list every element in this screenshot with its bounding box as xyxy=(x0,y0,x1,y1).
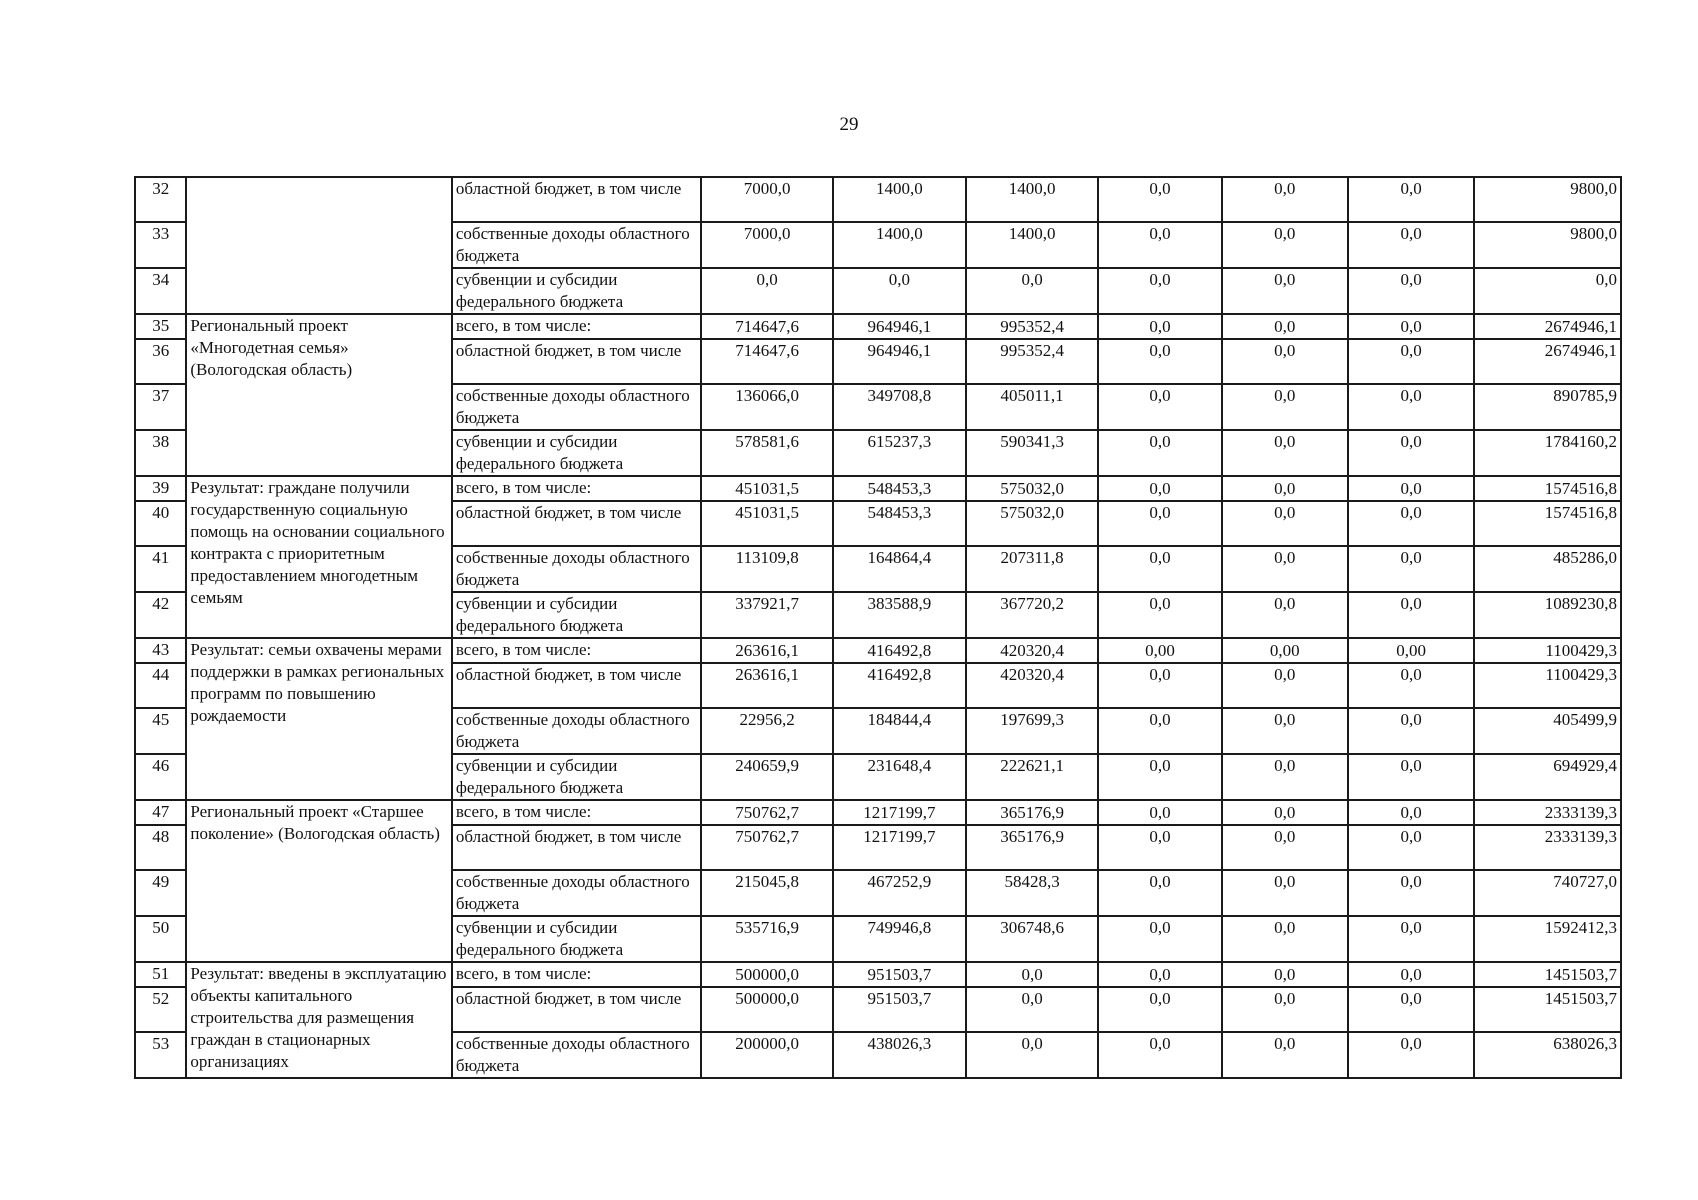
total-amount: 9800,0 xyxy=(1474,177,1621,222)
year-amount: 1217199,7 xyxy=(833,825,966,870)
year-amount: 0,0 xyxy=(1098,222,1221,268)
page-number: 29 xyxy=(839,114,859,135)
project-description: Результат: граждане получили государственную социальную помощь на основании социального контракта с приоритетным предоставлением многодетным семьям xyxy=(186,476,452,638)
total-amount: 1100429,3 xyxy=(1474,638,1621,663)
row-number: 49 xyxy=(135,870,186,916)
year-amount: 0,0 xyxy=(1348,870,1474,916)
year-amount: 416492,8 xyxy=(833,638,966,663)
year-amount: 578581,6 xyxy=(701,430,833,476)
year-amount: 367720,2 xyxy=(966,592,1099,638)
year-amount: 500000,0 xyxy=(701,987,833,1032)
year-amount: 1400,0 xyxy=(966,177,1099,222)
table-row xyxy=(135,638,1621,663)
year-amount: 365176,9 xyxy=(966,825,1099,870)
project-description: Результат: введены в эксплуатацию объекты капитального строительства для размещения граждан в стационарных организациях xyxy=(186,962,452,1078)
year-amount: 0,0 xyxy=(701,268,833,314)
year-amount: 0,0 xyxy=(1348,546,1474,592)
funding-source: субвенции и субсидии федерального бюджета xyxy=(452,592,701,638)
funding-source: всего, в том числе: xyxy=(452,476,701,501)
year-amount: 451031,5 xyxy=(701,501,833,546)
total-amount: 638026,3 xyxy=(1474,1032,1621,1078)
row-number: 52 xyxy=(135,987,186,1032)
year-amount: 0,0 xyxy=(833,268,966,314)
year-amount: 0,0 xyxy=(1222,546,1348,592)
year-amount: 0,0 xyxy=(1222,987,1348,1032)
year-amount: 0,0 xyxy=(1098,177,1221,222)
row-number: 42 xyxy=(135,592,186,638)
total-amount: 1451503,7 xyxy=(1474,962,1621,987)
row-number: 39 xyxy=(135,476,186,501)
total-amount: 9800,0 xyxy=(1474,222,1621,268)
year-amount: 0,0 xyxy=(1222,314,1348,339)
year-amount: 0,0 xyxy=(1098,501,1221,546)
year-amount: 0,0 xyxy=(1098,825,1221,870)
year-amount: 197699,3 xyxy=(966,708,1099,754)
table-row xyxy=(135,177,1621,222)
year-amount: 615237,3 xyxy=(833,430,966,476)
year-amount: 590341,3 xyxy=(966,430,1099,476)
year-amount: 995352,4 xyxy=(966,314,1099,339)
year-amount: 405011,1 xyxy=(966,384,1099,430)
year-amount: 0,0 xyxy=(1348,754,1474,800)
year-amount: 0,0 xyxy=(1222,962,1348,987)
year-amount: 0,0 xyxy=(1222,177,1348,222)
year-amount: 136066,0 xyxy=(701,384,833,430)
year-amount: 548453,3 xyxy=(833,476,966,501)
year-amount: 1400,0 xyxy=(833,177,966,222)
year-amount: 306748,6 xyxy=(966,916,1099,962)
year-amount: 222621,1 xyxy=(966,754,1099,800)
year-amount: 0,0 xyxy=(966,268,1099,314)
year-amount: 420320,4 xyxy=(966,638,1099,663)
year-amount: 749946,8 xyxy=(833,916,966,962)
year-amount: 951503,7 xyxy=(833,987,966,1032)
total-amount: 2333139,3 xyxy=(1474,800,1621,825)
year-amount: 467252,9 xyxy=(833,870,966,916)
year-amount: 420320,4 xyxy=(966,663,1099,708)
year-amount: 451031,5 xyxy=(701,476,833,501)
year-amount: 416492,8 xyxy=(833,663,966,708)
year-amount: 0,0 xyxy=(1348,314,1474,339)
row-number: 36 xyxy=(135,339,186,384)
row-number: 53 xyxy=(135,1032,186,1078)
year-amount: 0,0 xyxy=(966,1032,1099,1078)
year-amount: 0,00 xyxy=(1348,638,1474,663)
year-amount: 207311,8 xyxy=(966,546,1099,592)
funding-source: собственные доходы областного бюджета xyxy=(452,384,701,430)
year-amount: 0,0 xyxy=(1348,339,1474,384)
project-description: Результат: семьи охвачены мерами поддержки в рамках региональных программ по повышению рождаемости xyxy=(186,638,452,800)
funding-source: всего, в том числе: xyxy=(452,800,701,825)
total-amount: 1451503,7 xyxy=(1474,987,1621,1032)
year-amount: 0,0 xyxy=(1348,800,1474,825)
year-amount: 0,0 xyxy=(1098,708,1221,754)
year-amount: 0,0 xyxy=(1348,1032,1474,1078)
year-amount: 0,0 xyxy=(1222,1032,1348,1078)
row-number: 34 xyxy=(135,268,186,314)
total-amount: 2674946,1 xyxy=(1474,339,1621,384)
year-amount: 0,0 xyxy=(1348,268,1474,314)
year-amount: 1217199,7 xyxy=(833,800,966,825)
year-amount: 0,0 xyxy=(1098,476,1221,501)
year-amount: 337921,7 xyxy=(701,592,833,638)
year-amount: 184844,4 xyxy=(833,708,966,754)
year-amount: 964946,1 xyxy=(833,314,966,339)
year-amount: 0,0 xyxy=(1098,800,1221,825)
year-amount: 0,0 xyxy=(1222,754,1348,800)
year-amount: 0,0 xyxy=(1222,800,1348,825)
year-amount: 113109,8 xyxy=(701,546,833,592)
year-amount: 0,0 xyxy=(1222,222,1348,268)
table-body xyxy=(135,177,1621,1078)
year-amount: 0,0 xyxy=(1098,384,1221,430)
year-amount: 0,0 xyxy=(1222,476,1348,501)
row-number: 33 xyxy=(135,222,186,268)
year-amount: 0,0 xyxy=(1222,501,1348,546)
year-amount: 365176,9 xyxy=(966,800,1099,825)
year-amount: 0,0 xyxy=(1348,663,1474,708)
total-amount: 694929,4 xyxy=(1474,754,1621,800)
year-amount: 240659,9 xyxy=(701,754,833,800)
table-row xyxy=(135,476,1621,501)
year-amount: 200000,0 xyxy=(701,1032,833,1078)
year-amount: 0,0 xyxy=(1098,546,1221,592)
row-number: 37 xyxy=(135,384,186,430)
year-amount: 951503,7 xyxy=(833,962,966,987)
total-amount: 1089230,8 xyxy=(1474,592,1621,638)
budget-table xyxy=(134,176,1622,1079)
total-amount: 1592412,3 xyxy=(1474,916,1621,962)
year-amount: 0,0 xyxy=(1348,476,1474,501)
year-amount: 0,0 xyxy=(1098,916,1221,962)
funding-source: областной бюджет, в том числе xyxy=(452,501,701,546)
row-number: 38 xyxy=(135,430,186,476)
row-number: 35 xyxy=(135,314,186,339)
year-amount: 1400,0 xyxy=(966,222,1099,268)
funding-source: собственные доходы областного бюджета xyxy=(452,870,701,916)
year-amount: 750762,7 xyxy=(701,825,833,870)
year-amount: 1400,0 xyxy=(833,222,966,268)
funding-source: собственные доходы областного бюджета xyxy=(452,546,701,592)
year-amount: 0,0 xyxy=(1348,708,1474,754)
funding-source: субвенции и субсидии федерального бюджета xyxy=(452,430,701,476)
row-number: 51 xyxy=(135,962,186,987)
year-amount: 714647,6 xyxy=(701,339,833,384)
funding-source: собственные доходы областного бюджета xyxy=(452,1032,701,1078)
year-amount: 0,0 xyxy=(1098,592,1221,638)
year-amount: 0,0 xyxy=(1348,430,1474,476)
row-number: 48 xyxy=(135,825,186,870)
year-amount: 0,0 xyxy=(1222,592,1348,638)
year-amount: 7000,0 xyxy=(701,222,833,268)
funding-source: субвенции и субсидии федерального бюджета xyxy=(452,754,701,800)
funding-source: всего, в том числе: xyxy=(452,314,701,339)
funding-source: всего, в том числе: xyxy=(452,962,701,987)
year-amount: 0,0 xyxy=(1098,430,1221,476)
funding-source: областной бюджет, в том числе xyxy=(452,339,701,384)
funding-source: всего, в том числе: xyxy=(452,638,701,663)
year-amount: 575032,0 xyxy=(966,501,1099,546)
total-amount: 890785,9 xyxy=(1474,384,1621,430)
table-row xyxy=(135,800,1621,825)
year-amount: 0,0 xyxy=(1348,501,1474,546)
funding-source: собственные доходы областного бюджета xyxy=(452,708,701,754)
total-amount: 1574516,8 xyxy=(1474,476,1621,501)
total-amount: 1574516,8 xyxy=(1474,501,1621,546)
row-number: 40 xyxy=(135,501,186,546)
year-amount: 548453,3 xyxy=(833,501,966,546)
year-amount: 58428,3 xyxy=(966,870,1099,916)
total-amount: 2333139,3 xyxy=(1474,825,1621,870)
row-number: 43 xyxy=(135,638,186,663)
year-amount: 383588,9 xyxy=(833,592,966,638)
year-amount: 0,0 xyxy=(1222,663,1348,708)
year-amount: 0,0 xyxy=(1348,962,1474,987)
year-amount: 0,0 xyxy=(1348,825,1474,870)
year-amount: 0,0 xyxy=(1222,708,1348,754)
year-amount: 714647,6 xyxy=(701,314,833,339)
row-number: 50 xyxy=(135,916,186,962)
year-amount: 164864,4 xyxy=(833,546,966,592)
year-amount: 438026,3 xyxy=(833,1032,966,1078)
project-description: Региональный проект «Многодетная семья» (Вологодская область) xyxy=(186,314,452,476)
year-amount: 0,0 xyxy=(1222,268,1348,314)
year-amount: 0,00 xyxy=(1098,638,1221,663)
year-amount: 0,0 xyxy=(966,962,1099,987)
year-amount: 995352,4 xyxy=(966,339,1099,384)
table-row xyxy=(135,962,1621,987)
year-amount: 0,0 xyxy=(1348,592,1474,638)
row-number: 45 xyxy=(135,708,186,754)
funding-source: областной бюджет, в том числе xyxy=(452,987,701,1032)
year-amount: 0,0 xyxy=(1098,314,1221,339)
total-amount: 405499,9 xyxy=(1474,708,1621,754)
year-amount: 215045,8 xyxy=(701,870,833,916)
year-amount: 263616,1 xyxy=(701,663,833,708)
total-amount: 1784160,2 xyxy=(1474,430,1621,476)
funding-source: субвенции и субсидии федерального бюджета xyxy=(452,268,701,314)
year-amount: 263616,1 xyxy=(701,638,833,663)
project-description: Региональный проект «Старшее поколение» (Вологодская область) xyxy=(186,800,452,962)
row-number: 47 xyxy=(135,800,186,825)
year-amount: 0,0 xyxy=(1098,663,1221,708)
year-amount: 0,0 xyxy=(1098,268,1221,314)
year-amount: 0,0 xyxy=(1098,962,1221,987)
funding-source: собственные доходы областного бюджета xyxy=(452,222,701,268)
year-amount: 0,0 xyxy=(1098,339,1221,384)
funding-source: областной бюджет, в том числе xyxy=(452,825,701,870)
year-amount: 7000,0 xyxy=(701,177,833,222)
row-number: 32 xyxy=(135,177,186,222)
row-number: 41 xyxy=(135,546,186,592)
total-amount: 485286,0 xyxy=(1474,546,1621,592)
year-amount: 231648,4 xyxy=(833,754,966,800)
year-amount: 0,0 xyxy=(1348,916,1474,962)
total-amount: 0,0 xyxy=(1474,268,1621,314)
year-amount: 349708,8 xyxy=(833,384,966,430)
total-amount: 740727,0 xyxy=(1474,870,1621,916)
year-amount: 964946,1 xyxy=(833,339,966,384)
year-amount: 575032,0 xyxy=(966,476,1099,501)
year-amount: 0,0 xyxy=(966,987,1099,1032)
total-amount: 1100429,3 xyxy=(1474,663,1621,708)
year-amount: 535716,9 xyxy=(701,916,833,962)
year-amount: 0,0 xyxy=(1348,222,1474,268)
year-amount: 0,0 xyxy=(1348,177,1474,222)
table-row xyxy=(135,314,1621,339)
row-number: 46 xyxy=(135,754,186,800)
year-amount: 0,0 xyxy=(1098,1032,1221,1078)
row-number: 44 xyxy=(135,663,186,708)
year-amount: 0,0 xyxy=(1222,384,1348,430)
funding-source: областной бюджет, в том числе xyxy=(452,663,701,708)
year-amount: 0,0 xyxy=(1348,987,1474,1032)
year-amount: 0,0 xyxy=(1098,754,1221,800)
year-amount: 22956,2 xyxy=(701,708,833,754)
year-amount: 0,00 xyxy=(1222,638,1348,663)
year-amount: 500000,0 xyxy=(701,962,833,987)
year-amount: 0,0 xyxy=(1222,825,1348,870)
year-amount: 0,0 xyxy=(1222,339,1348,384)
project-description xyxy=(186,177,452,314)
year-amount: 0,0 xyxy=(1222,870,1348,916)
funding-source: субвенции и субсидии федерального бюджета xyxy=(452,916,701,962)
year-amount: 750762,7 xyxy=(701,800,833,825)
year-amount: 0,0 xyxy=(1222,430,1348,476)
year-amount: 0,0 xyxy=(1348,384,1474,430)
funding-source: областной бюджет, в том числе xyxy=(452,177,701,222)
total-amount: 2674946,1 xyxy=(1474,314,1621,339)
year-amount: 0,0 xyxy=(1098,870,1221,916)
year-amount: 0,0 xyxy=(1098,987,1221,1032)
year-amount: 0,0 xyxy=(1222,916,1348,962)
